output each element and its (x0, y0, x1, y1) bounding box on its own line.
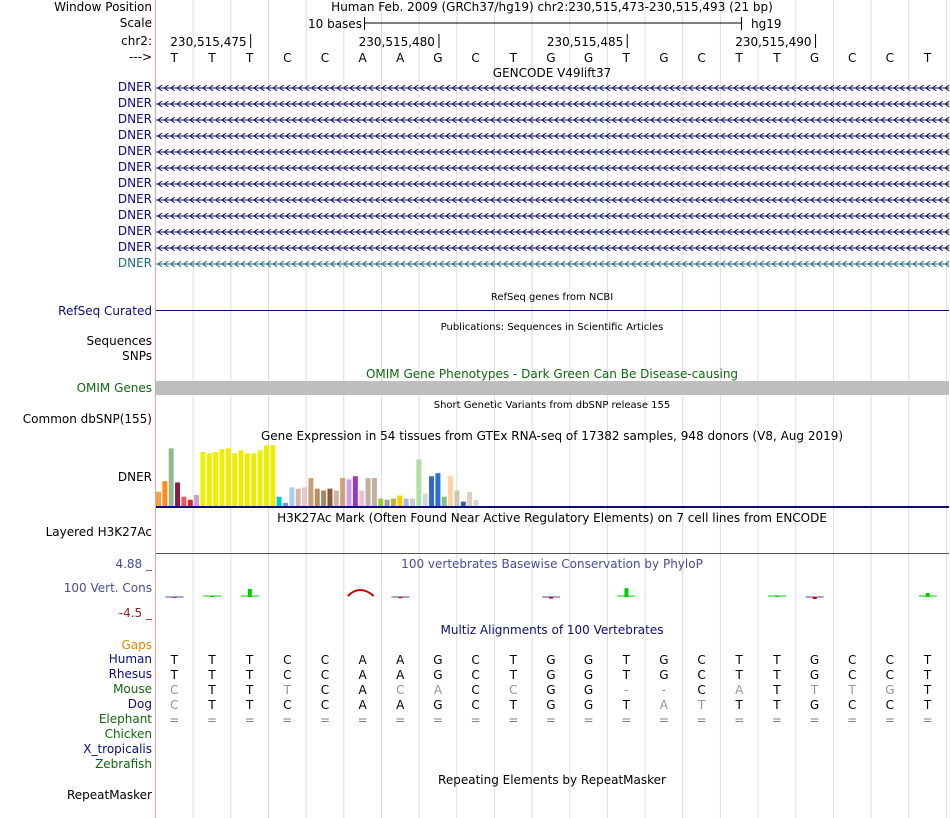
alignment-base: T (245, 698, 254, 712)
gencode-transcript-label[interactable]: DNER (117, 112, 152, 126)
alignment-base: C (320, 683, 330, 697)
refseq-track-title: RefSeq genes from NCBI (490, 292, 614, 303)
scale-bar-label: 10 bases (308, 17, 362, 31)
alignment-base: T (773, 653, 781, 667)
sequence-base: C (320, 51, 330, 65)
alignment-base: C (697, 653, 706, 667)
refseq-curated-label[interactable]: RefSeq Curated (58, 304, 152, 318)
alignment-base: C (885, 698, 895, 712)
alignment-base: T (773, 668, 781, 682)
alignment-base: T (170, 668, 179, 682)
alignment-base: T (509, 698, 517, 712)
alignment-base: C (471, 668, 480, 682)
alignment-base: T (773, 698, 781, 712)
sequence-base: T (773, 51, 781, 65)
alignment-base: T (245, 653, 254, 667)
alignment-base: C (848, 653, 857, 667)
ruler-coord-label: 230,515,480 (358, 35, 435, 49)
gencode-transcript-label[interactable]: DNER (117, 208, 152, 222)
alignment-base: = (470, 713, 481, 727)
phylop-min-label[interactable]: -4.5 _ (118, 606, 152, 620)
window-position-label[interactable]: Window Position (54, 0, 152, 14)
gencode-transcript-label[interactable]: DNER (117, 128, 152, 142)
alignment-base: C (320, 698, 330, 712)
alignment-base: = (395, 713, 406, 727)
db-label: hg19 (751, 17, 782, 31)
species-label[interactable]: Dog (127, 697, 152, 711)
sequence-base: C (848, 51, 857, 65)
sequence-base: G (433, 51, 443, 65)
gtex-track-title: Gene Expression in 54 tissues from GTEx RNA-seq of 17382 samples, 948 donors (V8, Aug 2019) (260, 429, 844, 443)
species-label[interactable]: Human (108, 652, 152, 666)
multiz-track-title: Multiz Alignments of 100 Vertebrates (440, 623, 664, 637)
alignment-base: T (245, 683, 254, 697)
ruler-coord-label: 230,515,485 (546, 35, 624, 49)
sequence-base: T (735, 51, 743, 65)
alignment-base: C (170, 698, 179, 712)
alignment-base: T (848, 683, 856, 697)
alignment-base: T (622, 698, 630, 712)
common-dbsnp-label[interactable]: Common dbSNP(155) (22, 412, 152, 426)
alignment-base: = (734, 713, 745, 727)
ruler-coord-label: 230,515,490 (735, 35, 812, 49)
sequence-base: G (809, 51, 820, 65)
alignment-base: G (546, 698, 556, 712)
alignment-base: C (170, 683, 179, 697)
alignment-base: G (583, 683, 594, 697)
gencode-transcript-label[interactable]: DNER (117, 192, 152, 206)
alignment-base: T (735, 698, 743, 712)
sequences-label[interactable]: Sequences (86, 334, 152, 348)
alignment-base: A (358, 698, 367, 712)
alignment-base: = (545, 713, 556, 727)
alignment-base: A (358, 653, 367, 667)
alignment-base: C (471, 698, 480, 712)
alignment-base: G (809, 698, 820, 712)
layered-h3k27ac-label[interactable]: Layered H3K27Ac (45, 525, 152, 539)
alignment-base: A (396, 653, 405, 667)
gencode-transcript-label[interactable]: DNER (117, 256, 152, 270)
alignment-base: T (923, 653, 932, 667)
alignment-base: T (622, 668, 630, 682)
snps-label[interactable]: SNPs (122, 349, 152, 363)
alignment-base: = (282, 713, 293, 727)
alignment-base: T (208, 698, 216, 712)
alignment-base: T (735, 668, 743, 682)
sequence-base: T (509, 51, 517, 65)
assembly-position-text: Human Feb. 2009 (GRCh37/hg19) chr2:230,515,473-230,515,493 (21 bp) (331, 0, 773, 14)
alignment-base: C (697, 668, 706, 682)
alignment-base: T (735, 653, 743, 667)
alignment-base: G (809, 668, 820, 682)
alignment-base: T (923, 668, 932, 682)
alignment-base: G (433, 698, 443, 712)
alignment-base: G (583, 698, 594, 712)
alignment-base: A (659, 698, 669, 712)
publications-track-title: Publications: Sequences in Scientific Articles (440, 322, 664, 333)
alignment-base: T (208, 668, 216, 682)
species-label[interactable]: Elephant (98, 712, 152, 726)
gencode-track-title: GENCODE V49lift37 (492, 66, 612, 80)
gencode-transcript-label[interactable]: DNER (117, 80, 152, 94)
alignment-base: T (245, 668, 254, 682)
alignment-base: = (432, 713, 443, 727)
alignment-base: G (885, 683, 895, 697)
alignment-base: G (583, 653, 594, 667)
gencode-transcript-label[interactable]: DNER (117, 144, 152, 158)
sequence-base: G (546, 51, 556, 65)
alignment-base: = (621, 713, 632, 727)
alignment-base: = (244, 713, 255, 727)
sequence-base: T (170, 51, 179, 65)
chrom-label[interactable]: chr2: (121, 34, 152, 48)
alignment-base: T (923, 683, 932, 697)
phylop-track-title: 100 vertebrates Basewise Conservation by PhyloP (401, 557, 703, 571)
gencode-transcript-label[interactable]: DNER (117, 224, 152, 238)
alignment-base: C (283, 698, 292, 712)
alignment-base: A (433, 683, 443, 697)
alignment-base: - (661, 683, 667, 697)
gencode-transcript-label[interactable]: DNER (117, 160, 152, 174)
alignment-base: = (696, 713, 707, 727)
alignment-base: T (170, 653, 179, 667)
alignment-base: C (697, 683, 706, 697)
alignment-base: = (771, 713, 782, 727)
alignment-base: = (319, 713, 331, 727)
alignment-base: C (885, 653, 895, 667)
species-label[interactable]: Rhesus (108, 667, 152, 681)
scale-label[interactable]: Scale (119, 16, 152, 30)
alignment-base: C (471, 653, 480, 667)
sequence-base: T (622, 51, 630, 65)
alignment-base: T (773, 683, 781, 697)
alignment-base: T (622, 653, 630, 667)
alignment-base: = (922, 713, 933, 727)
alignment-base: - (624, 683, 629, 697)
alignment-base: C (885, 668, 895, 682)
alignment-base: = (847, 713, 858, 727)
alignment-base: C (320, 653, 330, 667)
alignment-base: A (735, 683, 744, 697)
gencode-transcript-label[interactable]: DNER (117, 96, 152, 110)
alignment-base: C (848, 668, 857, 682)
alignment-base: = (169, 713, 180, 727)
alignment-base: G (583, 668, 594, 682)
alignment-base: C (283, 668, 292, 682)
species-label[interactable]: X_tropicalis (83, 742, 152, 756)
alignment-base: T (509, 668, 517, 682)
alignment-base: T (283, 683, 291, 697)
species-label[interactable]: Chicken (104, 727, 152, 741)
alignment-base: G (433, 653, 443, 667)
alignment-base: = (884, 713, 895, 727)
gencode-transcript-label[interactable]: DNER (117, 176, 152, 190)
alignment-base: G (546, 683, 556, 697)
phylop-max-label[interactable]: 4.88 _ (115, 557, 152, 571)
alignment-base: C (320, 668, 330, 682)
sequence-base: A (396, 51, 405, 65)
sequence-base: C (283, 51, 292, 65)
repeatmasker-label[interactable]: RepeatMasker (66, 788, 152, 802)
sequence-base: C (471, 51, 480, 65)
alignment-base: C (283, 653, 292, 667)
alignment-base: G (659, 668, 669, 682)
alignment-base: G (659, 653, 669, 667)
omim-track-title: OMIM Gene Phenotypes - Dark Green Can Be Disease-causing (365, 367, 739, 381)
alignment-base: = (508, 713, 519, 727)
dbsnp-track-title: Short Genetic Variants from dbSNP release 155 (433, 400, 671, 411)
sequence-base: T (923, 51, 932, 65)
alignment-base: T (509, 653, 517, 667)
alignment-base: = (658, 713, 669, 727)
alignment-base: G (546, 653, 556, 667)
alignment-base: A (396, 668, 405, 682)
alignment-base: G (809, 653, 820, 667)
gaps-label[interactable]: Gaps (121, 638, 152, 652)
sequence-base: C (885, 51, 895, 65)
alignment-base: = (357, 713, 368, 727)
sequence-base: G (659, 51, 669, 65)
alignment-base: A (358, 683, 367, 697)
alignment-base: T (208, 653, 216, 667)
h3k27ac-track-title: H3K27Ac Mark (Often Found Near Active Regulatory Elements) on 7 cell lines from ENCODE (277, 511, 827, 525)
strand-label[interactable]: ---> (128, 50, 152, 64)
omim-genes-label[interactable]: OMIM Genes (76, 381, 152, 395)
alignment-base: T (810, 683, 819, 697)
alignment-base: C (848, 698, 857, 712)
alignment-base: G (433, 668, 443, 682)
alignment-base: A (396, 698, 405, 712)
sequence-base: A (358, 51, 367, 65)
alignment-base: C (396, 683, 405, 697)
alignment-base: T (208, 683, 216, 697)
alignment-base: T (923, 698, 932, 712)
alignment-base: = (583, 713, 594, 727)
phylop-track-label[interactable]: 100 Vert. Cons (63, 581, 152, 595)
alignment-base: C (509, 683, 518, 697)
ruler-coord-label: 230,515,475 (170, 35, 247, 49)
alignment-base: G (546, 668, 556, 682)
alignment-base: C (471, 683, 480, 697)
sequence-base: C (697, 51, 706, 65)
repeatmasker-track-title: Repeating Elements by RepeatMasker (438, 773, 666, 787)
species-label[interactable]: Mouse (113, 682, 152, 696)
alignment-base: A (358, 668, 367, 682)
alignment-base: T (697, 698, 706, 712)
gencode-transcript-label[interactable]: DNER (117, 240, 152, 254)
sequence-base: T (245, 51, 254, 65)
species-label[interactable]: Zebrafish (95, 757, 152, 771)
alignment-base: = (206, 713, 218, 727)
sequence-base: G (583, 51, 594, 65)
gtex-gene-label[interactable]: DNER (117, 470, 152, 484)
sequence-base: T (208, 51, 216, 65)
alignment-base: = (809, 713, 820, 727)
